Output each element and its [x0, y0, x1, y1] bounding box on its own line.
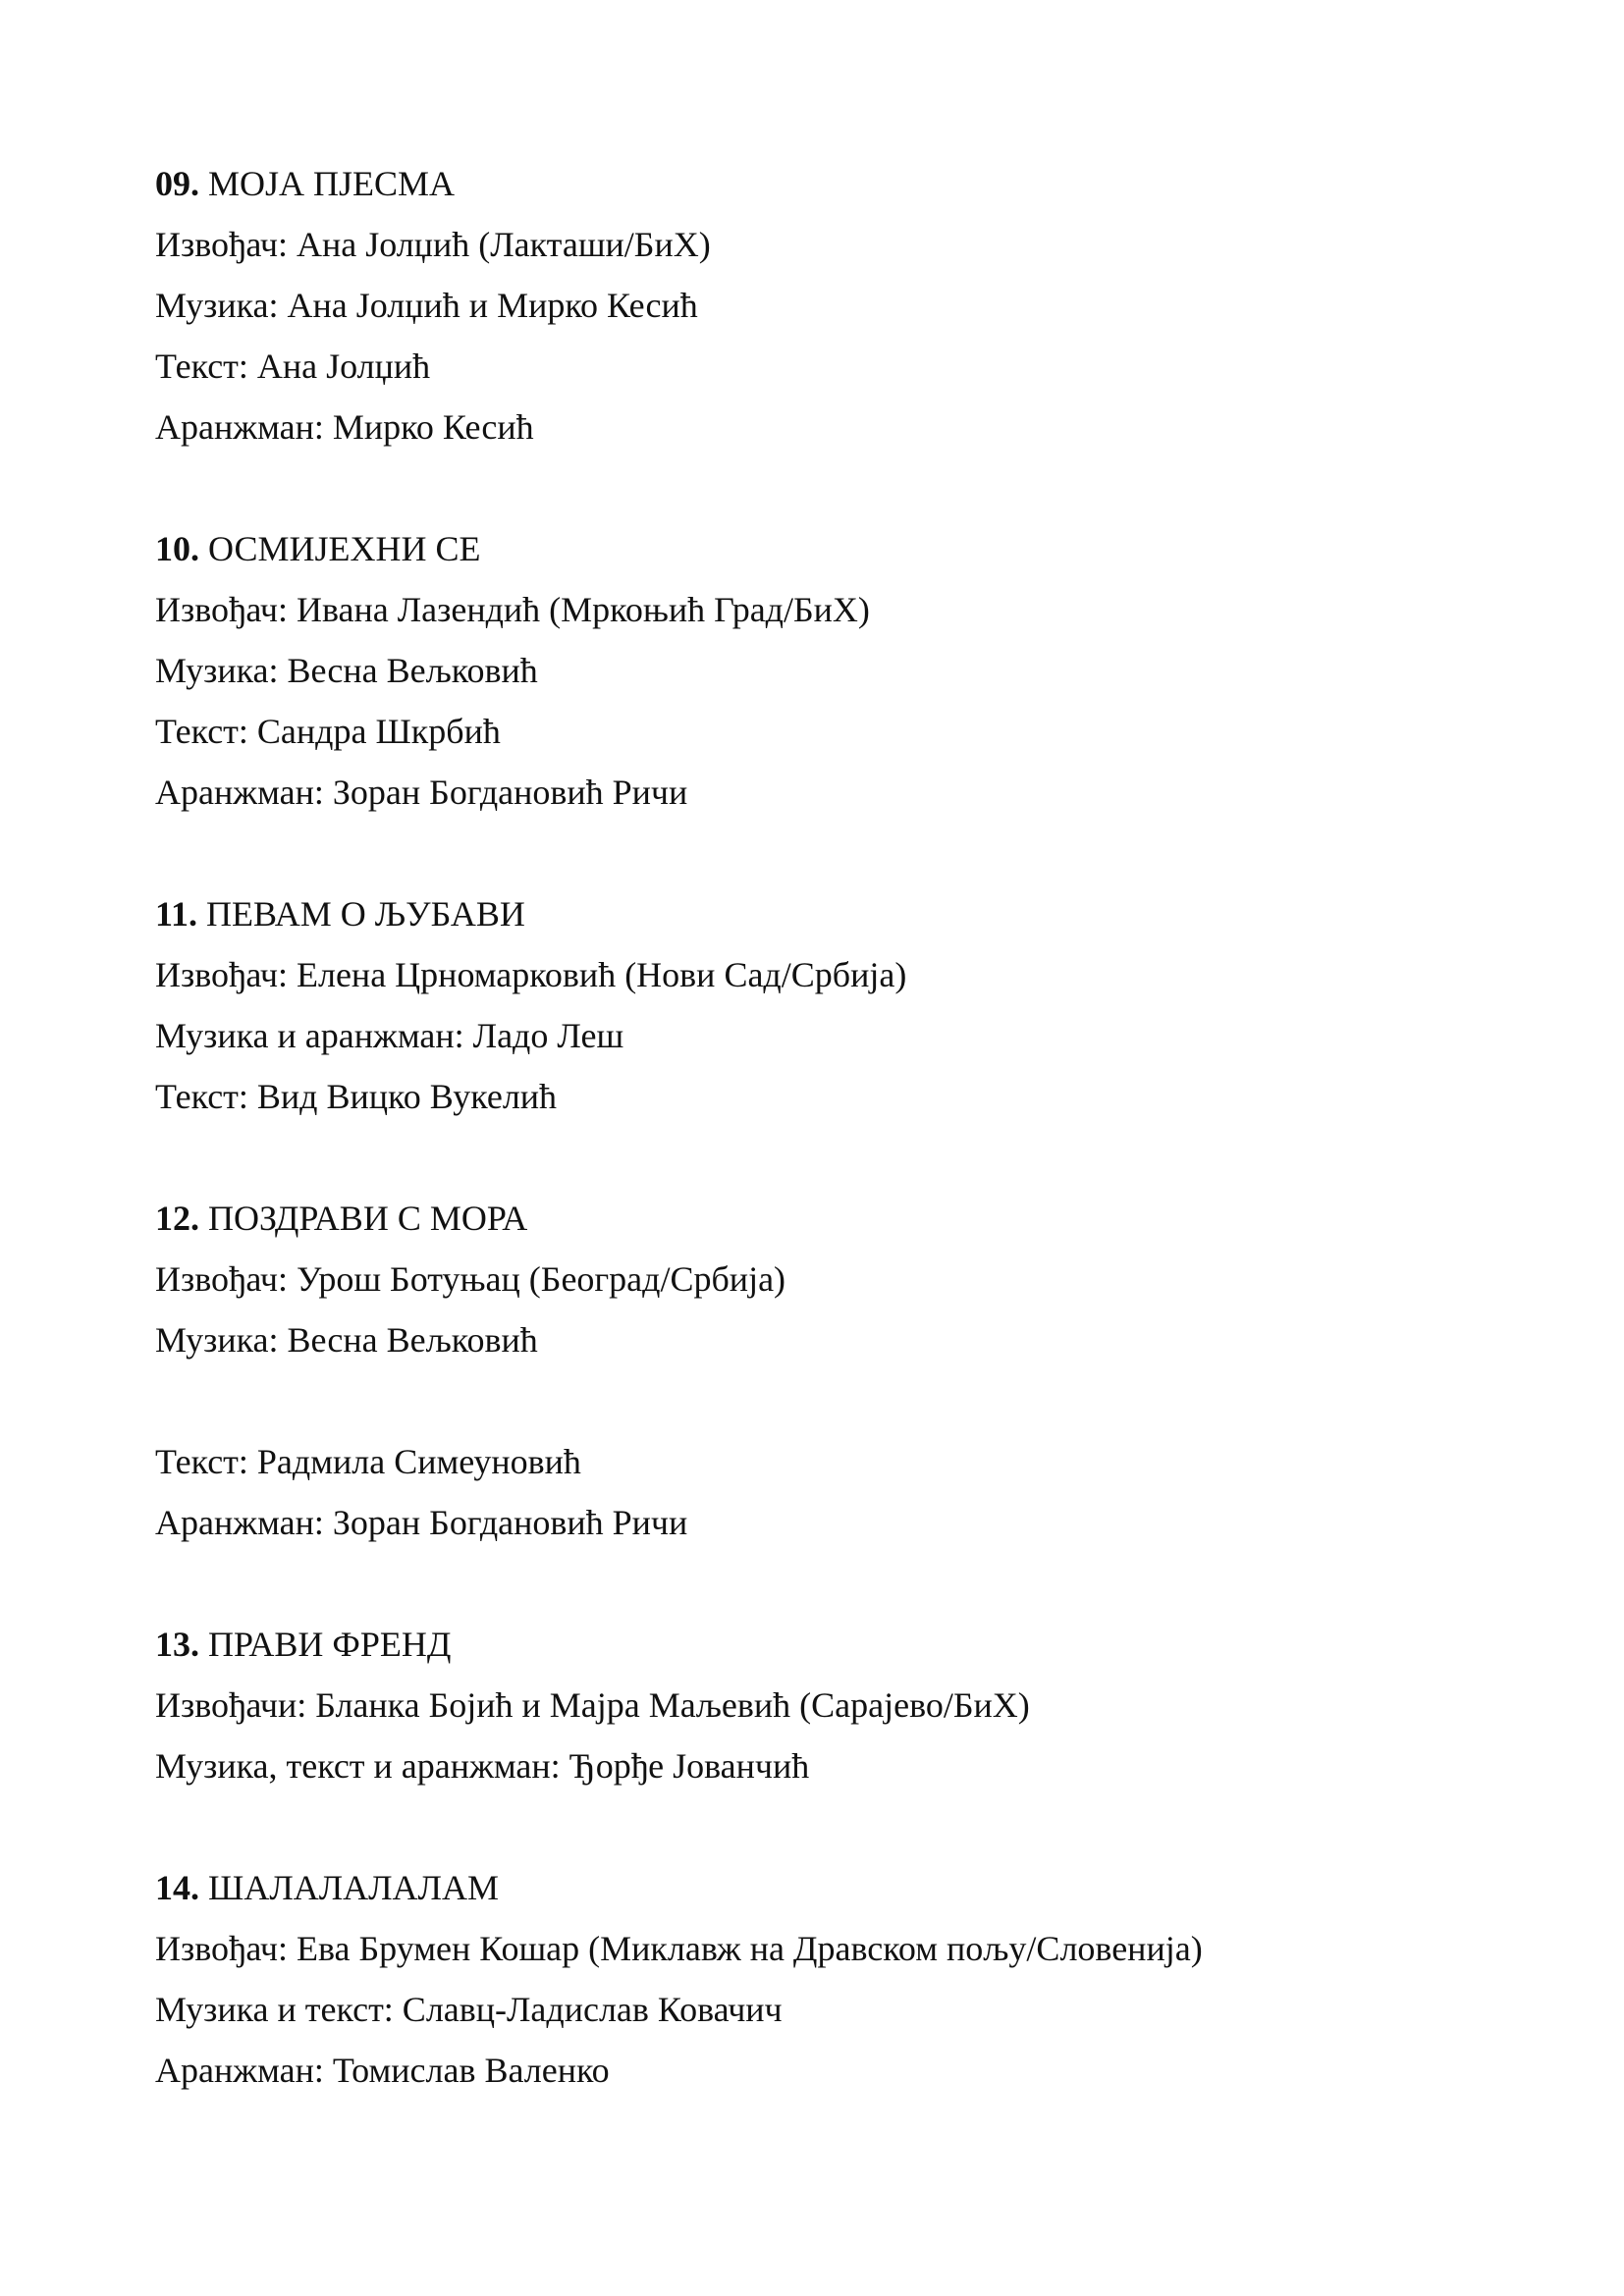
song-entry	[155, 1614, 1530, 1796]
performer-line: Извођач: Ева Брумен Кошар (Миклавж на Дравском пољу/Словенија)	[155, 1929, 1203, 1968]
song-heading	[155, 1614, 1530, 1675]
performer-line: Извођач: Ана Јолџић (Лакташи/БиХ)	[155, 225, 711, 264]
song-title: ПРАВИ ФРЕНД	[208, 1625, 452, 1664]
song-title: МОЈА ПЈЕСМА	[208, 164, 456, 203]
performer-line: Извођач: Ивана Лазендић (Мркоњић Град/БиХ)	[155, 590, 870, 629]
song-number: 12.	[155, 1199, 199, 1238]
song-heading	[155, 153, 1530, 214]
blank-line	[155, 1370, 1530, 1431]
song-title: ПЕВАМ О ЉУБАВИ	[206, 894, 525, 934]
performer-line: Извођач: Урош Ботуњац (Београд/Србија)	[155, 1259, 786, 1299]
lyrics-line: Текст: Ана Јолџић	[155, 347, 431, 386]
song-heading	[155, 518, 1530, 579]
music-line: Музика: Ана Јолџић и Мирко Кесић	[155, 286, 698, 325]
arrangement-line: Аранжман: Зоран Богдановић Ричи	[155, 773, 688, 812]
arrangement-line: Аранжман: Зоран Богдановић Ричи	[155, 1503, 688, 1542]
song-heading	[155, 1188, 1530, 1249]
music-line: Музика: Весна Вељковић	[155, 1320, 538, 1360]
song-number: 14.	[155, 1868, 199, 1907]
song-list-page	[155, 153, 1530, 2162]
song-heading	[155, 883, 1530, 944]
song-entry	[155, 1188, 1530, 1553]
song-heading	[155, 1857, 1530, 1918]
song-entry	[155, 518, 1530, 823]
song-entry	[155, 153, 1530, 457]
song-entry	[155, 883, 1530, 1127]
song-number: 11.	[155, 894, 198, 934]
performer-line: Извођачи: Бланка Бојић и Мајра Маљевић (Сарајево/БиХ)	[155, 1685, 1030, 1725]
song-number: 09.	[155, 164, 199, 203]
lyrics-line: Текст: Радмила Симеуновић	[155, 1442, 581, 1481]
song-number: 13.	[155, 1625, 199, 1664]
song-title: ОСМИЈЕХНИ СЕ	[208, 529, 481, 568]
music-lyrics-line: Музика и текст: Славц-Ладислав Ковачич	[155, 1990, 783, 2029]
music-line: Музика: Весна Вељковић	[155, 651, 538, 690]
arrangement-line: Аранжман: Мирко Кесић	[155, 407, 534, 447]
song-number: 10.	[155, 529, 199, 568]
song-title: ШАЛАЛАЛАЛАМ	[208, 1868, 499, 1907]
music-lyrics-arrangement-line: Музика, текст и аранжман: Ђорђе Јованчић	[155, 1746, 810, 1786]
arrangement-line: Аранжман: Томислав Валенко	[155, 2051, 610, 2090]
song-entry	[155, 1857, 1530, 2101]
lyrics-line: Текст: Вид Вицко Вукелић	[155, 1077, 558, 1116]
lyrics-line: Текст: Сандра Шкрбић	[155, 712, 501, 751]
performer-line: Извођач: Елена Црномарковић (Нови Сад/Србија)	[155, 955, 907, 994]
music-arrangement-line: Музика и аранжман: Ладо Леш	[155, 1016, 624, 1055]
song-title: ПОЗДРАВИ С МОРА	[208, 1199, 528, 1238]
